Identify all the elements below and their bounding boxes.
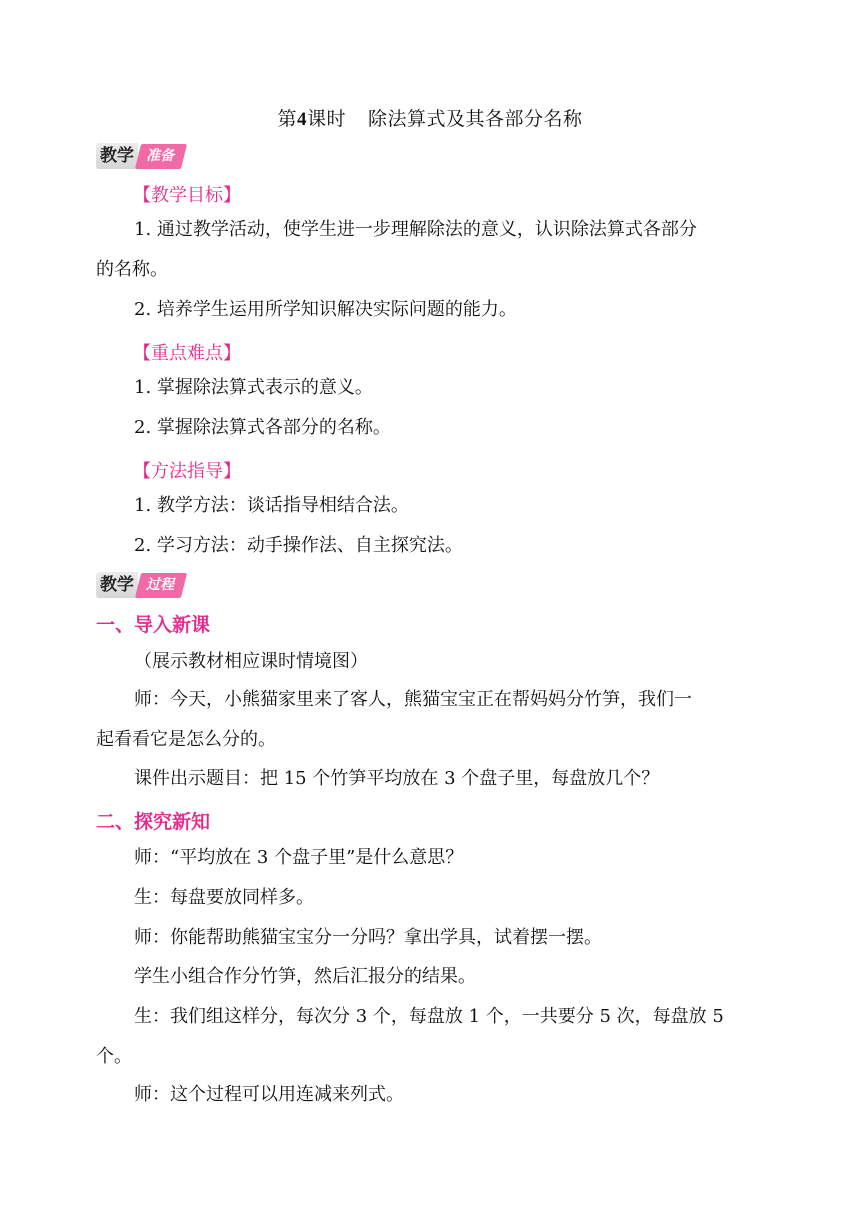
explore-paragraph-2: 生：每盘要放同样多。	[134, 887, 314, 908]
method-item-1: 1. 教学方法：谈话指导相结合法。	[134, 495, 409, 516]
explore-paragraph-1: 师：“平均放在 3 个盘子里”是什么意思？	[134, 847, 464, 868]
badge-prep-left: 教学	[96, 143, 138, 169]
badge-process-left: 教学	[96, 572, 138, 598]
title-suffix: 课时	[306, 108, 346, 130]
section-heading-intro: 一、导入新课	[96, 614, 211, 636]
badge-teaching-process	[96, 572, 184, 598]
explore-paragraph-5: 生：我们组这样分，每次分 3 个，每盘放 1 个，一共要分 5 次，每盘放 5 个。	[96, 1006, 724, 1067]
lesson-title	[0, 104, 860, 131]
objective-item-2: 2. 培养学生运用所学知识解决实际问题的能力。	[134, 299, 517, 320]
key-point-item-1: 1. 掌握除法算式表示的意义。	[134, 377, 373, 398]
intro-paragraph-3: 课件出示题目：把 15 个竹笋平均放在 3 个盘子里，每盘放几个？	[134, 768, 660, 789]
title-lesson-number: 4	[296, 109, 307, 130]
intro-paragraph-2: 师：今天，小熊猫家里来了客人，熊猫宝宝正在帮妈妈分竹笋，我们一 起看看它是怎么分的。	[96, 689, 692, 750]
explore-paragraph-6: 师：这个过程可以用连减来列式。	[134, 1084, 404, 1105]
badge-process-right: 过程	[135, 573, 187, 598]
section-heading-explore: 二、探究新知	[96, 811, 211, 833]
badge-prep-right: 准备	[135, 144, 187, 169]
title-topic: 除法算式及其各部分名称	[368, 108, 583, 130]
heading-methods: 【方法指导】	[133, 461, 241, 482]
explore-paragraph-3: 师：你能帮助熊猫宝宝分一分吗？拿出学具，试着摆一摆。	[134, 927, 602, 948]
explore-paragraph-4: 学生小组合作分竹笋，然后汇报分的结果。	[134, 966, 476, 987]
badge-teaching-prep	[96, 143, 184, 169]
heading-key-points: 【重点难点】	[133, 343, 241, 364]
heading-objectives: 【教学目标】	[133, 185, 241, 206]
intro-paragraph-1: （展示教材相应课时情境图）	[134, 651, 368, 672]
title-prefix: 第	[277, 108, 297, 130]
method-item-2: 2. 学习方法：动手操作法、自主探究法。	[134, 535, 463, 556]
objective-item-1: 1. 通过教学活动，使学生进一步理解除法的意义，认识除法算式各部分 的名称。	[96, 219, 697, 280]
key-point-item-2: 2. 掌握除法算式各部分的名称。	[134, 417, 391, 438]
